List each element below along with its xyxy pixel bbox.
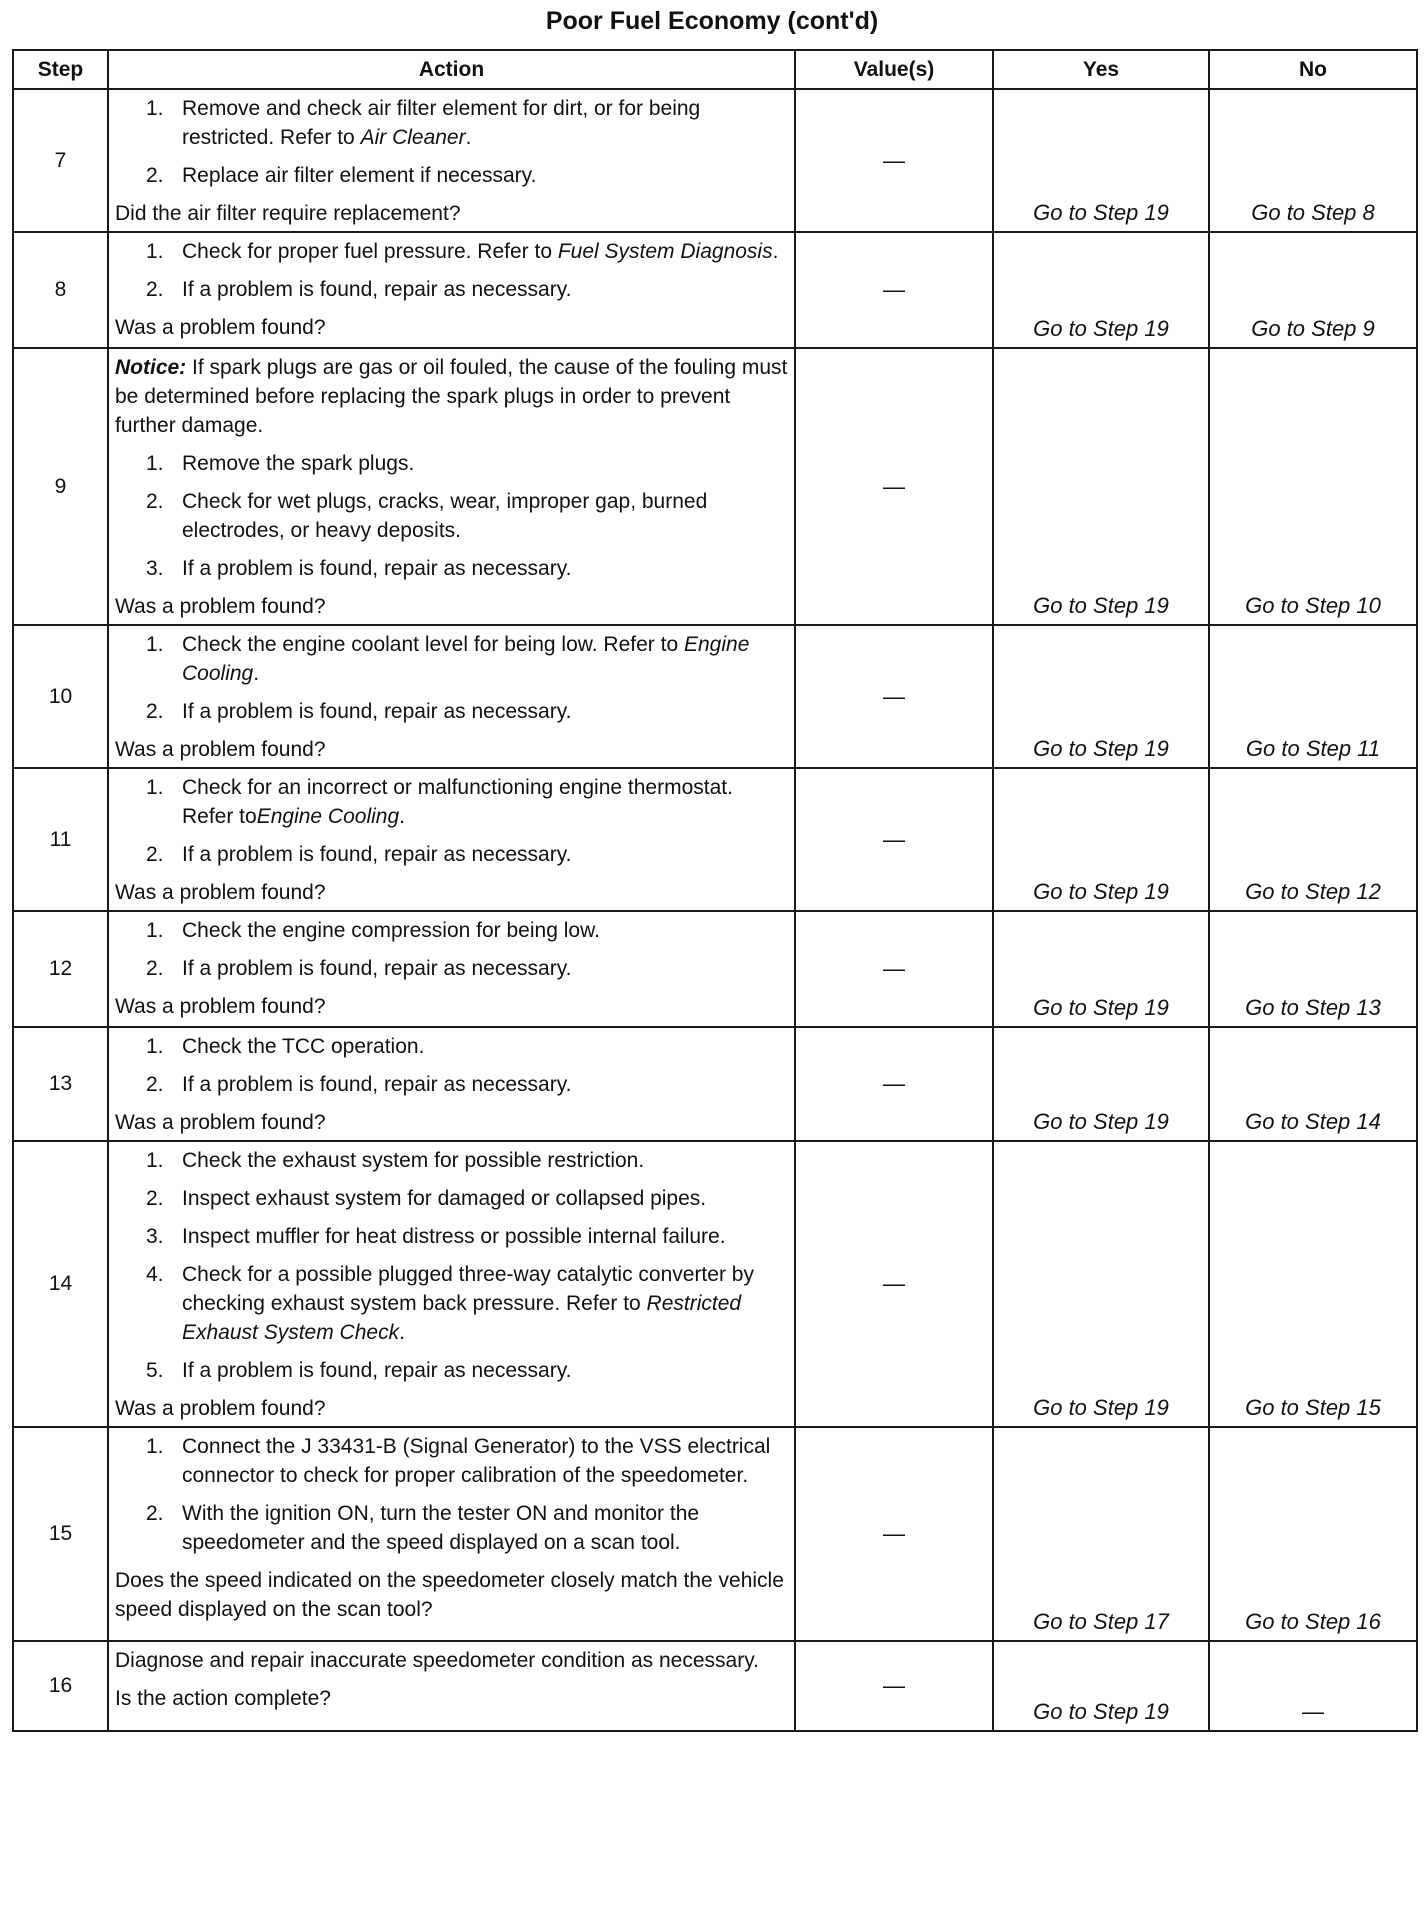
value-cell: — [795,1427,993,1641]
action-step-suffix: . [399,1321,405,1344]
action-step-text: Check for a possible plugged three-way catalytic converter by checking exhaust system back pressure. Refer to [182,1263,754,1315]
action-step-number: 4. [146,1263,164,1286]
page-title: Poor Fuel Economy (cont'd) [545,7,879,35]
action-question: Was a problem found? [115,316,326,339]
action-step [115,630,790,688]
step-number: 9 [13,348,108,625]
yes-result: Go to Step 19 [993,232,1209,348]
action-step-suffix: . [253,662,260,685]
action-question: Was a problem found? [115,595,326,618]
action-step [115,449,790,478]
step-column-header: Step [13,50,108,89]
action-step-number: 1. [146,240,164,263]
reference-link[interactable]: Fuel System Diagnosis [557,240,773,263]
action-step-text: If a problem is found, repair as necessary. [182,1073,572,1096]
action-step [115,1032,790,1061]
step-number: 13 [13,1027,108,1141]
table-row [13,89,1417,232]
no-result: Go to Step 14 [1209,1027,1417,1141]
table-row [13,1141,1417,1427]
action-step-number: 2. [146,278,164,301]
no-result: Go to Step 16 [1209,1427,1417,1641]
no-column-header: No [1209,50,1417,89]
step-number: 10 [13,625,108,768]
value-cell: — [795,1641,993,1731]
no-result: Go to Step 9 [1209,232,1417,348]
action-step-text: Replace air filter element if necessary. [182,164,537,187]
action-cell [108,232,795,348]
action-step-text: Connect the J 33431-B (Signal Generator) to the VSS electrical connector to check for proper calibration of the speedometer. [182,1435,771,1487]
table-row [13,911,1417,1027]
action-step-text: Inspect exhaust system for damaged or collapsed pipes. [182,1187,707,1210]
no-result: Go to Step 15 [1209,1141,1417,1427]
action-cell [108,348,795,625]
step-number: 16 [13,1641,108,1731]
action-step-number: 2. [146,1073,164,1096]
action-cell [108,1427,795,1641]
action-step-number: 2. [146,490,164,513]
action-paragraph: Diagnose and repair inaccurate speedometer condition as necessary. [115,1649,759,1672]
diagnostic-table [12,49,1418,1732]
action-cell [108,89,795,232]
action-step [115,773,790,831]
yes-result: Go to Step 19 [993,348,1209,625]
table-row [13,625,1417,768]
yes-result: Go to Step 19 [993,1027,1209,1141]
action-cell [108,911,795,1027]
action-step-text: If a problem is found, repair as necessary. [182,843,572,866]
no-result: Go to Step 13 [1209,911,1417,1027]
action-step [115,1356,790,1385]
action-cell [108,1141,795,1427]
action-column-header: Action [108,50,795,89]
action-step [115,1260,790,1347]
action-step-text: If a problem is found, repair as necessary. [182,557,572,580]
yes-result: Go to Step 19 [993,768,1209,911]
action-step-number: 2. [146,164,164,187]
yes-result: Go to Step 19 [993,625,1209,768]
reference-link[interactable]: Engine Cooling [182,633,750,685]
reference-link[interactable]: Restricted Exhaust System Check [182,1292,742,1344]
yes-result: Go to Step 19 [993,89,1209,232]
table-row [13,232,1417,348]
no-result: — [1209,1641,1417,1731]
step-number: 11 [13,768,108,911]
yes-result: Go to Step 17 [993,1427,1209,1641]
action-step-text: If a problem is found, repair as necessary. [182,700,572,723]
action-step-number: 2. [146,1502,164,1525]
action-step-text: If a problem is found, repair as necessary. [182,957,572,980]
value-cell: — [795,348,993,625]
action-step-suffix: . [465,126,472,149]
table-row [13,348,1417,625]
action-step [115,1222,790,1251]
value-cell: — [795,625,993,768]
no-result: Go to Step 12 [1209,768,1417,911]
action-question: Was a problem found? [115,881,326,904]
action-step-number: 2. [146,700,164,723]
action-step-number: 1. [146,776,164,799]
action-step-text: If a problem is found, repair as necessary. [182,1359,572,1382]
table-row [13,1641,1417,1731]
action-step-number: 2. [146,957,164,980]
action-step-suffix: . [399,805,405,828]
value-cell: — [795,911,993,1027]
reference-link[interactable]: Air Cleaner [360,126,466,149]
action-step-number: 5. [146,1359,164,1382]
action-cell [108,1027,795,1141]
step-number: 14 [13,1141,108,1427]
notice-label: Notice: [115,356,187,379]
action-step-text: Check the exhaust system for possible restriction. [182,1149,645,1172]
value-cell: — [795,89,993,232]
action-step-text: Check for wet plugs, cracks, wear, improper gap, burned electrodes, or heavy deposits. [182,490,708,542]
action-step-number: 1. [146,633,164,656]
action-step-number: 2. [146,843,164,866]
action-step [115,840,790,869]
table-row [13,1027,1417,1141]
step-number: 7 [13,89,108,232]
action-step-text: Check for proper fuel pressure. Refer to [182,240,558,263]
value-cell: — [795,768,993,911]
action-step-text: Check the TCC operation. [182,1035,425,1058]
action-cell [108,768,795,911]
action-step-text: Remove and check air filter element for dirt, or for being restricted. Refer to [182,97,701,149]
action-step-number: 1. [146,1035,164,1058]
action-question: Was a problem found? [115,1397,326,1420]
action-step-text: Check for an incorrect or malfunctioning engine thermostat. Refer to [182,776,733,828]
action-question: Was a problem found? [115,995,326,1018]
table-row [13,1427,1417,1641]
no-result: Go to Step 8 [1209,89,1417,232]
action-question: Was a problem found? [115,1111,326,1134]
step-number: 8 [13,232,108,348]
action-step [115,1499,790,1557]
action-step-text: If a problem is found, repair as necessary. [182,278,572,301]
action-cell [108,625,795,768]
yes-result: Go to Step 19 [993,1641,1209,1731]
action-step-text: With the ignition ON, turn the tester ON and monitor the speedometer and the speed displayed on a scan tool. [182,1502,700,1554]
yes-result: Go to Step 19 [993,911,1209,1027]
action-step [115,1146,790,1175]
action-step [115,916,790,945]
action-step [115,1432,790,1490]
action-step-number: 1. [146,97,164,120]
action-step-number: 1. [146,1435,164,1458]
action-step-suffix: . [772,240,779,263]
no-result: Go to Step 10 [1209,348,1417,625]
table-row [13,768,1417,911]
action-step [115,237,790,266]
action-step [115,1070,790,1099]
value-cell: — [795,1141,993,1427]
notice-paragraph [115,353,790,440]
action-step-text: Remove the spark plugs. [182,452,415,475]
action-question: Was a problem found? [115,738,326,761]
value-cell: — [795,232,993,348]
notice-text: If spark plugs are gas or oil fouled, the cause of the fouling must be determined before replacing the spark plugs in order to prevent further damage. [115,356,788,437]
reference-link[interactable]: Engine Cooling [256,805,400,828]
action-step-text: Inspect muffler for heat distress or possible internal failure. [182,1225,726,1248]
action-step [115,275,790,304]
action-step-number: 1. [146,919,164,942]
action-step [115,554,790,583]
no-result: Go to Step 11 [1209,625,1417,768]
yes-column-header: Yes [993,50,1209,89]
action-question: Is the action complete? [115,1687,331,1710]
action-step-number: 1. [146,452,164,475]
action-cell [108,1641,795,1731]
action-step [115,487,790,545]
value-cell: — [795,1027,993,1141]
action-question: Did the air filter require replacement? [115,202,461,225]
action-step-text: Check the engine coolant level for being low. Refer to [182,633,684,656]
action-step [115,954,790,983]
action-step [115,1184,790,1213]
action-step [115,161,790,190]
action-step-number: 1. [146,1149,164,1172]
yes-result: Go to Step 19 [993,1141,1209,1427]
action-step-number: 2. [146,1187,164,1210]
action-step-number: 3. [146,557,164,580]
action-step [115,697,790,726]
action-step-number: 3. [146,1225,164,1248]
action-question: Does the speed indicated on the speedometer closely match the vehicle speed displayed on the scan tool? [115,1569,784,1621]
action-step-text: Check the engine compression for being low. [182,919,600,942]
action-step [115,94,790,152]
header-row [13,50,1417,89]
step-number: 12 [13,911,108,1027]
values-column-header: Value(s) [795,50,993,89]
step-number: 15 [13,1427,108,1641]
